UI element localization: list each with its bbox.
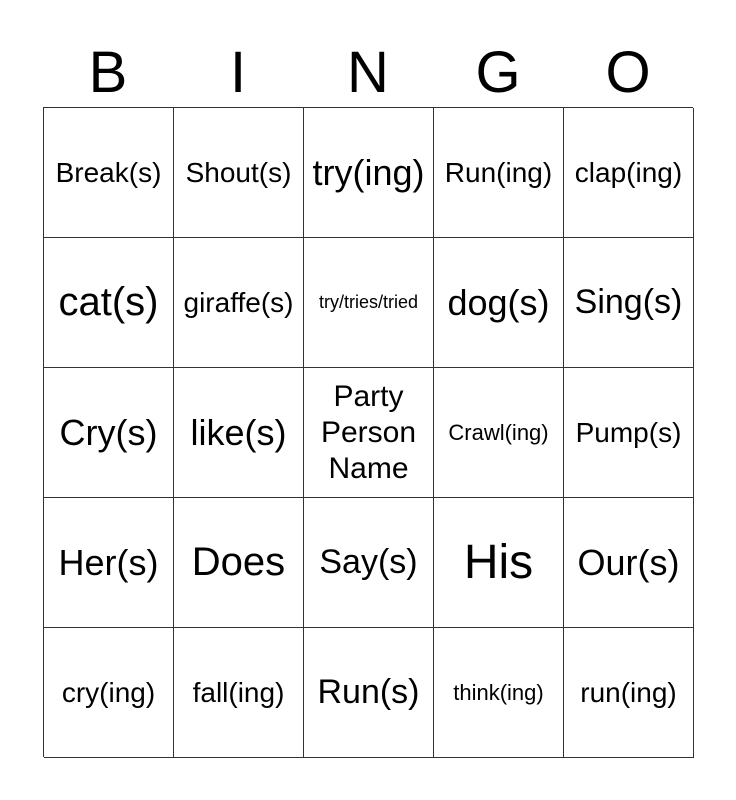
header-letter-g: G — [475, 40, 521, 105]
bingo-cell[interactable]: Shout(s) — [174, 108, 304, 238]
bingo-cell[interactable]: think(ing) — [434, 628, 564, 758]
bingo-cell[interactable]: try(ing) — [304, 108, 434, 238]
bingo-cell[interactable]: fall(ing) — [174, 628, 304, 758]
free-space-cell[interactable]: Party Person Name — [304, 368, 434, 498]
bingo-cell[interactable]: Crawl(ing) — [434, 368, 564, 498]
bingo-cell[interactable]: Run(s) — [304, 628, 434, 758]
bingo-cell[interactable]: Cry(s) — [44, 368, 174, 498]
bingo-cell[interactable]: clap(ing) — [564, 108, 694, 238]
bingo-cell[interactable]: try/tries/tried — [304, 238, 434, 368]
bingo-cell[interactable]: Run(ing) — [434, 108, 564, 238]
bingo-cell[interactable]: Her(s) — [44, 498, 174, 628]
bingo-cell[interactable]: Pump(s) — [564, 368, 694, 498]
header-letter-o: O — [605, 40, 651, 105]
bingo-cell[interactable]: dog(s) — [434, 238, 564, 368]
bingo-cell[interactable]: Break(s) — [44, 108, 174, 238]
header-letter-i: I — [229, 40, 247, 105]
bingo-cell[interactable]: Sing(s) — [564, 238, 694, 368]
bingo-cell[interactable]: cat(s) — [44, 238, 174, 368]
bingo-cell[interactable]: run(ing) — [564, 628, 694, 758]
header-letter-n: N — [347, 40, 389, 105]
bingo-cell[interactable]: like(s) — [174, 368, 304, 498]
bingo-cell[interactable]: Our(s) — [564, 498, 694, 628]
bingo-card — [43, 107, 693, 757]
bingo-header — [43, 40, 693, 106]
bingo-cell[interactable]: giraffe(s) — [174, 238, 304, 368]
header-letter-b: B — [88, 40, 128, 105]
bingo-cell[interactable]: Does — [174, 498, 304, 628]
bingo-cell[interactable]: His — [434, 498, 564, 628]
bingo-cell[interactable]: cry(ing) — [44, 628, 174, 758]
bingo-cell[interactable]: Say(s) — [304, 498, 434, 628]
